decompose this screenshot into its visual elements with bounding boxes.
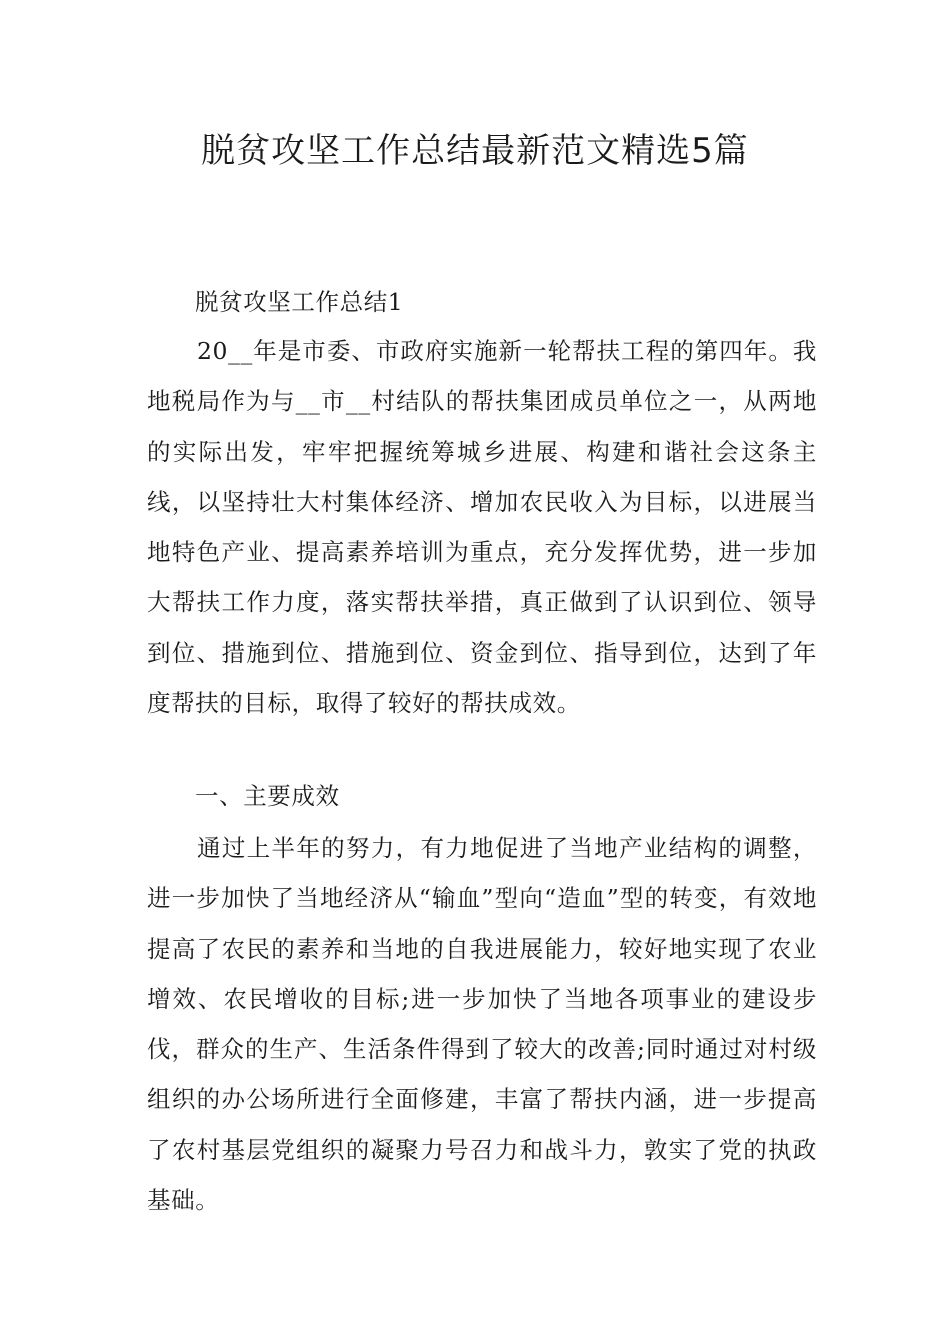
section-title: 脱贫攻坚工作总结1 xyxy=(195,288,404,316)
document-title: 脱贫攻坚工作总结最新范文精选5篇 xyxy=(201,131,749,171)
subheading-main-results: 一、主要成效 xyxy=(195,782,340,810)
paragraph-1: 20__年是市委、市政府实施新一轮帮扶工程的第四年。我地税局作为与__市__村结队的帮扶集团成员单位之一，从两地的实际出发，牢牢把握统筹城乡进展、构建和谐社会这条主线，以坚持壮大村集体经济、增加农民收入为目标，以进展当地特色产业、提高素养培训为重点，充分发挥优势，进一步加大帮扶工作力度，落实帮扶举措，真正做到了认识到位、领导到位、措施到位、措施到位、资金到位、指导到位，达到了年度帮扶的目标，取得了较好的帮扶成效。 xyxy=(147,337,817,718)
paragraph-2: 通过上半年的努力，有力地促进了当地产业结构的调整，进一步加快了当地经济从“输血”型向“造血”型的转变，有效地提高了农民的素养和当地的自我进展能力，较好地实现了农业增效、农民增收的目标;进一步加快了当地各项事业的建设步伐，群众的生产、生活条件得到了较大的改善;同时通过对村级组织的办公场所进行全面修建，丰富了帮扶内涵，进一步提高了农村基层党组织的凝聚力号召力和战斗力，敦实了党的执政基础。 xyxy=(147,834,817,1215)
